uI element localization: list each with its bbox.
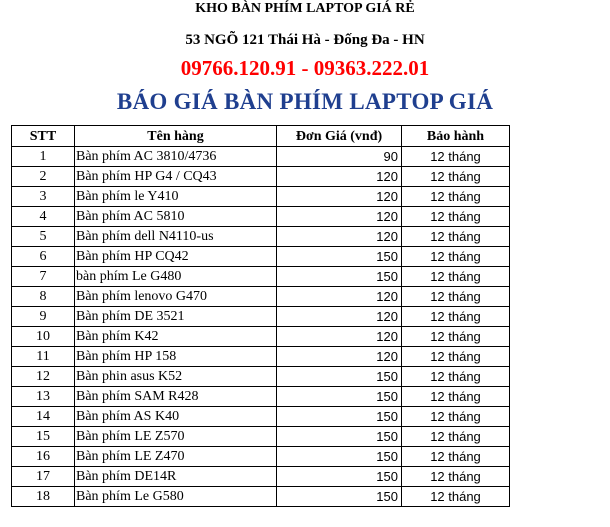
row-warranty: 12 tháng <box>402 287 510 307</box>
row-stt: 18 <box>12 487 75 507</box>
row-price: 120 <box>277 207 402 227</box>
row-product-name: Bàn phím DE14R <box>75 467 277 487</box>
table-row <box>12 447 510 467</box>
table-row <box>12 167 510 187</box>
table-row <box>12 387 510 407</box>
table-row <box>12 467 510 487</box>
row-product-name: Bàn phím AC 5810 <box>75 207 277 227</box>
row-warranty: 12 tháng <box>402 207 510 227</box>
row-product-name: Bàn phin asus K52 <box>75 367 277 387</box>
row-price: 90 <box>277 147 402 167</box>
table-row <box>12 427 510 447</box>
row-stt: 15 <box>12 427 75 447</box>
table-body <box>12 147 510 507</box>
row-product-name: Bàn phím LE Z470 <box>75 447 277 467</box>
table-row <box>12 147 510 167</box>
row-price: 120 <box>277 227 402 247</box>
table-row <box>12 407 510 427</box>
row-warranty: 12 tháng <box>402 387 510 407</box>
row-stt: 2 <box>12 167 75 187</box>
row-product-name: Bàn phím HP 158 <box>75 347 277 367</box>
table-row <box>12 227 510 247</box>
row-stt: 10 <box>12 327 75 347</box>
row-stt: 7 <box>12 267 75 287</box>
row-warranty: 12 tháng <box>402 147 510 167</box>
row-warranty: 12 tháng <box>402 307 510 327</box>
row-warranty: 12 tháng <box>402 467 510 487</box>
row-price: 120 <box>277 347 402 367</box>
row-warranty: 12 tháng <box>402 247 510 267</box>
table-row <box>12 347 510 367</box>
row-price: 120 <box>277 327 402 347</box>
row-stt: 12 <box>12 367 75 387</box>
row-stt: 9 <box>12 307 75 327</box>
row-warranty: 12 tháng <box>402 487 510 507</box>
table-header-row <box>12 126 510 147</box>
shop-phones: 09766.120.91 - 09363.222.01 <box>180 56 430 80</box>
row-price: 150 <box>277 407 402 427</box>
row-price: 150 <box>277 447 402 467</box>
row-stt: 11 <box>12 347 75 367</box>
row-stt: 6 <box>12 247 75 267</box>
table-row <box>12 327 510 347</box>
column-header-price: Đơn Giá (vnđ) <box>277 126 402 147</box>
row-warranty: 12 tháng <box>402 187 510 207</box>
row-warranty: 12 tháng <box>402 227 510 247</box>
row-price: 150 <box>277 427 402 447</box>
row-warranty: 12 tháng <box>402 267 510 287</box>
row-price: 150 <box>277 247 402 267</box>
row-price: 150 <box>277 487 402 507</box>
shop-address: 53 NGÕ 121 Thái Hà - Đống Đa - HN <box>185 32 425 48</box>
document-title: BÁO GIÁ BÀN PHÍM LAPTOP GIÁ <box>116 89 494 114</box>
row-price: 120 <box>277 187 402 207</box>
row-product-name: Bàn phím HP CQ42 <box>75 247 277 267</box>
table-row <box>12 307 510 327</box>
table-row <box>12 247 510 267</box>
row-product-name: Bàn phím Le G580 <box>75 487 277 507</box>
column-header-warranty: Bảo hành <box>402 126 510 147</box>
row-warranty: 12 tháng <box>402 167 510 187</box>
row-product-name: Bàn phím DE 3521 <box>75 307 277 327</box>
row-product-name: Bàn phím AS K40 <box>75 407 277 427</box>
row-price: 120 <box>277 307 402 327</box>
row-warranty: 12 tháng <box>402 367 510 387</box>
row-product-name: Bàn phím LE Z570 <box>75 427 277 447</box>
row-warranty: 12 tháng <box>402 447 510 467</box>
table-row <box>12 487 510 507</box>
row-product-name: Bàn phím K42 <box>75 327 277 347</box>
row-price: 150 <box>277 367 402 387</box>
row-warranty: 12 tháng <box>402 327 510 347</box>
row-price: 120 <box>277 167 402 187</box>
row-price: 120 <box>277 287 402 307</box>
price-table <box>11 125 510 507</box>
column-header-stt: STT <box>12 126 75 147</box>
table-row <box>12 187 510 207</box>
row-product-name: bàn phím Le G480 <box>75 267 277 287</box>
shop-name: KHO BÀN PHÍM LAPTOP GIÁ RẺ <box>195 1 415 16</box>
row-product-name: Bàn phím AC 3810/4736 <box>75 147 277 167</box>
row-stt: 16 <box>12 447 75 467</box>
row-stt: 13 <box>12 387 75 407</box>
row-stt: 5 <box>12 227 75 247</box>
row-stt: 1 <box>12 147 75 167</box>
row-stt: 17 <box>12 467 75 487</box>
row-price: 150 <box>277 267 402 287</box>
row-warranty: 12 tháng <box>402 407 510 427</box>
table-row <box>12 207 510 227</box>
row-product-name: Bàn phím dell N4110-us <box>75 227 277 247</box>
row-warranty: 12 tháng <box>402 427 510 447</box>
row-product-name: Bàn phím SAM R428 <box>75 387 277 407</box>
row-product-name: Bàn phím lenovo G470 <box>75 287 277 307</box>
row-stt: 4 <box>12 207 75 227</box>
row-stt: 8 <box>12 287 75 307</box>
row-stt: 3 <box>12 187 75 207</box>
row-warranty: 12 tháng <box>402 347 510 367</box>
row-price: 150 <box>277 387 402 407</box>
row-product-name: Bàn phím le Y410 <box>75 187 277 207</box>
column-header-name: Tên hàng <box>75 126 277 147</box>
table-row <box>12 367 510 387</box>
table-row <box>12 267 510 287</box>
row-product-name: Bàn phím HP G4 / CQ43 <box>75 167 277 187</box>
row-price: 150 <box>277 467 402 487</box>
row-stt: 14 <box>12 407 75 427</box>
table-row <box>12 287 510 307</box>
